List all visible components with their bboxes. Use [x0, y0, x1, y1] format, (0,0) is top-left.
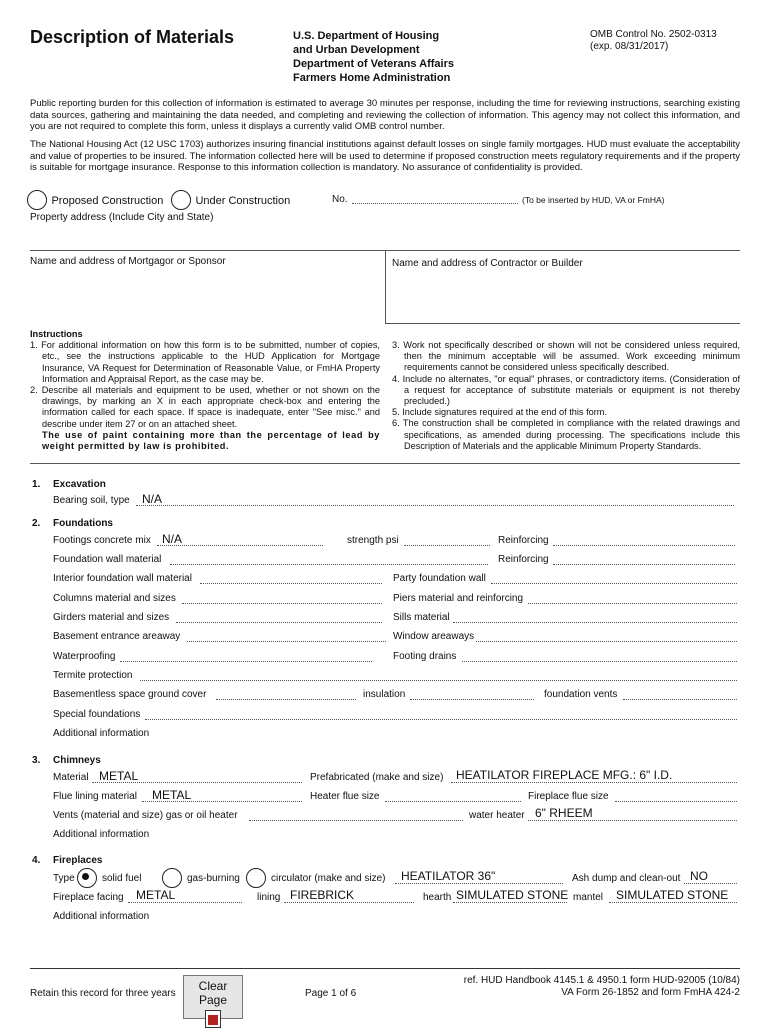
interior-wall-field[interactable] [200, 583, 382, 584]
section-title-foundations: Foundations [53, 518, 113, 529]
form-reference: ref. HUD Handbook 4145.1 & 4950.1 form HUD-92005 (10/84) [463, 975, 740, 986]
reinforcing-label: Reinforcing [498, 535, 549, 546]
agency-line: U.S. Department of Housing [293, 30, 440, 42]
section-title-excavation: Excavation [53, 479, 106, 490]
reinforcing-field[interactable] [553, 545, 735, 546]
ash-dump-label: Ash dump and clean-out [572, 873, 681, 884]
circulator-field[interactable] [395, 883, 563, 884]
hearth-value: SIMULATED STONE [456, 888, 569, 902]
gas-burning-option[interactable] [162, 868, 182, 888]
footer-divider [30, 968, 740, 969]
ash-dump-value: NO [690, 869, 708, 883]
fireplace-type-label: Type [53, 873, 75, 884]
proposed-construction-option[interactable] [27, 190, 163, 210]
agency-line: and Urban Development [293, 44, 420, 56]
instruction-item: 2. Describe all materials and equipment to be used, whether or not shown on the drawings, by marking an X in each appropriate check-box and entering the information called for each space. If space is inadequate, enter "See misc." and describe under item 27 or on an attached sheet. [30, 385, 380, 429]
section-number: 3. [32, 755, 41, 766]
lining-label: lining [257, 892, 281, 903]
reinforcing-label: Reinforcing [498, 554, 549, 565]
basementless-label: Basementless space ground cover [53, 689, 207, 700]
fireplace-facing-label: Fireplace facing [53, 892, 124, 903]
lead-paint-warning: The use of paint containing more than the percentage of lead by weight permitted by law is prohibited. [42, 429, 380, 452]
divider [385, 250, 386, 324]
prefabricated-label: Prefabricated (make and size) [310, 772, 444, 783]
footings-value: N/A [162, 532, 183, 546]
insulation-field[interactable] [410, 699, 534, 700]
omb-control [590, 29, 717, 53]
fireplace-flue-field[interactable] [615, 801, 737, 802]
heater-flue-field[interactable] [385, 801, 521, 802]
section-title-chimneys: Chimneys [53, 755, 101, 766]
mortgagor-field[interactable] [32, 270, 382, 322]
instruction-item: 6. The construction shall be completed in compliance with the related drawings and specifications, as amended during processing. The specifications include this Description of Materials and the applicable Minimum Property Standards. [392, 418, 740, 451]
contractor-field[interactable] [390, 272, 738, 322]
footings-label: Footings concrete mix [53, 535, 151, 546]
foundation-wall-label: Foundation wall material [53, 554, 162, 565]
sills-field[interactable] [453, 622, 737, 623]
sills-label: Sills material [393, 612, 450, 623]
instruction-item: 5. Include signatures required at the end of this form. [392, 407, 608, 418]
clear-page-label: Clear Page [198, 979, 228, 1007]
basement-entrance-field[interactable] [187, 641, 386, 642]
instruction-item: 4. Include no alternates, "or equal" phrases, or contradictory items. (Consideration of a request for acceptance of substitute materials or equipment is not thereby precluded.) [392, 373, 740, 407]
bearing-soil-value: N/A [142, 492, 163, 506]
case-number-note: (To be inserted by HUD, VA or FmHA) [522, 195, 665, 205]
footing-drains-label: Footing drains [393, 651, 457, 662]
additional-info-label: Additional information [53, 728, 150, 739]
fireplace-flue-label: Fireplace flue size [528, 791, 609, 802]
proposed-construction-radio[interactable] [27, 190, 47, 210]
section-number: 1. [32, 479, 41, 490]
chimney-material-value: METAL [99, 769, 139, 783]
mortgagor-label: Name and address of Mortgagor or Sponsor [30, 256, 226, 267]
water-heater-field[interactable] [528, 820, 737, 821]
page-title: Description of Materials [30, 27, 235, 47]
divider [30, 463, 740, 464]
gas-burning-label: gas-burning [187, 873, 240, 884]
party-wall-label: Party foundation wall [393, 573, 486, 584]
flue-lining-value: METAL [152, 788, 192, 802]
window-areaways-field[interactable] [476, 641, 737, 642]
party-wall-field[interactable] [491, 583, 737, 584]
waterproofing-field[interactable] [120, 661, 372, 662]
special-foundations-field[interactable] [145, 719, 737, 720]
instructions-left [30, 329, 380, 452]
section-number: 2. [32, 518, 41, 529]
mantel-field[interactable] [609, 902, 737, 903]
basement-entrance-label: Basement entrance areaway [53, 631, 181, 642]
water-heater-value: 6" RHEEM [535, 806, 593, 820]
housing-act-statement: The National Housing Act (12 USC 1703) authorizes insuring financial institutions against default losses on single family mortgages. HUD must evaluate the acceptability and value of properties to be insured. The information collected here will be used to determine if proposed construction meets regulatory requirements and if the property is suitable for mortgage insurance. Response to this information collection is mandatory. No assurance of confidentiality is provided. [30, 139, 740, 174]
footing-drains-field[interactable] [462, 661, 737, 662]
omb-number: OMB Control No. 2502-0313 [590, 29, 717, 40]
mantel-value: SIMULATED STONE [616, 888, 729, 902]
prefabricated-value: HEATILATOR FIREPLACE MFG.: 6" I.D. [456, 768, 673, 782]
special-foundations-label: Special foundations [53, 709, 141, 720]
clear-page-icon [205, 1010, 221, 1028]
solid-fuel-label: solid fuel [102, 873, 142, 884]
gas-burning-radio[interactable] [162, 868, 182, 888]
interior-wall-label: Interior foundation wall material [53, 573, 192, 584]
termite-field[interactable] [140, 680, 737, 681]
circulator-radio[interactable] [246, 868, 266, 888]
girders-field[interactable] [176, 622, 382, 623]
divider [385, 323, 740, 324]
form-reference: VA Form 26-1852 and form FmHA 424-2 [561, 987, 740, 998]
columns-field[interactable] [182, 603, 382, 604]
termite-label: Termite protection [53, 670, 133, 681]
vents-label: Vents (material and size) gas or oil heater [53, 810, 238, 821]
solid-fuel-option[interactable] [77, 868, 97, 888]
foundation-vents-field[interactable] [623, 699, 737, 700]
circulator-value: HEATILATOR 36" [401, 869, 496, 883]
case-number-label: No. [332, 194, 348, 205]
fireplace-facing-value: METAL [136, 888, 176, 902]
lining-value: FIREBRICK [290, 888, 355, 902]
window-areaways-label: Window areaways [393, 631, 475, 642]
ash-dump-field[interactable] [684, 883, 737, 884]
piers-label: Piers material and reinforcing [393, 593, 524, 604]
water-heater-label: water heater [469, 810, 525, 821]
strength-field[interactable] [404, 545, 490, 546]
hearth-field[interactable] [453, 902, 567, 903]
retention-notice: Retain this record for three years [30, 988, 176, 999]
instruction-item: 1. For additional information on how this form is to be submitted, number of copies, etc., see the instructions applicable to the HUD Application for Mortgage Insurance, VA Request for Determination of Reasonable Value, or FmHA Property Information and Appraisal Report, as the case may be. [30, 340, 380, 384]
instructions-right [392, 340, 740, 452]
hearth-label: hearth [423, 892, 452, 903]
foundation-wall-field[interactable] [170, 564, 488, 565]
vents-field[interactable] [249, 820, 463, 821]
agency-block [293, 29, 454, 85]
agency-line: Department of Veterans Affairs [293, 58, 454, 70]
circulator-option[interactable] [246, 868, 266, 888]
fireplace-facing-field[interactable] [128, 902, 242, 903]
clear-page-button[interactable] [183, 975, 243, 1019]
contractor-label: Name and address of Contractor or Builder [392, 258, 583, 269]
bearing-soil-label: Bearing soil, type [53, 495, 130, 506]
additional-info-label: Additional information [53, 911, 150, 922]
case-number-field[interactable] [352, 203, 518, 204]
mantel-label: mantel [573, 892, 604, 903]
page-number: Page 1 of 6 [305, 988, 357, 999]
insulation-label: insulation [363, 689, 406, 700]
instructions-heading: Instructions [30, 329, 83, 339]
foundation-vents-label: foundation vents [544, 689, 618, 700]
prefabricated-field[interactable] [451, 782, 737, 783]
section-number: 4. [32, 855, 41, 866]
lining-field[interactable] [284, 902, 414, 903]
omb-expiration: (exp. 08/31/2017) [590, 41, 669, 52]
solid-fuel-radio[interactable] [77, 868, 97, 888]
additional-info-label: Additional information [53, 829, 150, 840]
proposed-construction-label: Proposed Construction [51, 195, 164, 208]
girders-label: Girders material and sizes [53, 612, 170, 623]
reinforcing-field[interactable] [553, 564, 735, 565]
waterproofing-label: Waterproofing [53, 651, 116, 662]
property-address-field[interactable] [30, 226, 740, 248]
under-construction-radio[interactable] [171, 190, 191, 210]
property-address-label: Property address (Include City and State) [30, 212, 214, 223]
basementless-field[interactable] [216, 699, 356, 700]
circulator-label: circulator (make and size) [271, 873, 386, 884]
instruction-item: 3. Work not specifically described or shown will not be considered unless required, then the minimum acceptable will be assumed. Work exceeding minimum requirements cannot be considered unless specifically described. [392, 340, 740, 373]
bearing-soil-field[interactable] [136, 505, 734, 506]
heater-flue-label: Heater flue size [310, 791, 380, 802]
strength-label: strength psi [347, 535, 399, 546]
under-construction-option[interactable] [171, 190, 290, 210]
piers-field[interactable] [528, 603, 737, 604]
section-title-fireplaces: Fireplaces [53, 855, 103, 866]
burden-statement: Public reporting burden for this collection of information is estimated to average 30 minutes per response, including the time for reviewing instructions, searching existing data sources, gathering and maintaining the data needed, and completing and reviewing the collection of information. This agency may not collect this information, and you are not required to complete this form, unless it displays a currently valid OMB control number. [30, 98, 740, 133]
chimney-material-label: Material [53, 772, 89, 783]
under-construction-label: Under Construction [195, 195, 291, 208]
agency-line: Farmers Home Administration [293, 72, 451, 84]
columns-label: Columns material and sizes [53, 593, 176, 604]
flue-lining-label: Flue lining material [53, 791, 137, 802]
